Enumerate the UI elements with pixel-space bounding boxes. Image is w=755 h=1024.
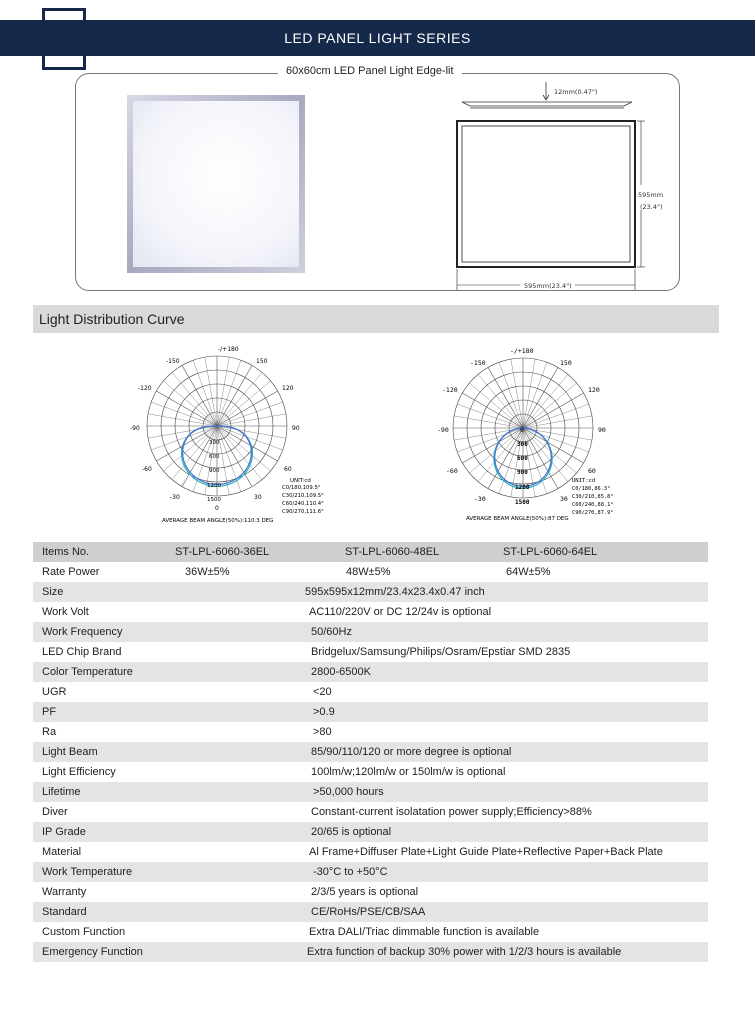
table-row xyxy=(33,902,708,922)
table-row xyxy=(33,762,708,782)
row-value: Constant-current isolatation power supply;Efficiency>88% xyxy=(311,806,592,818)
row-value: 85/90/110/120 or more degree is optional xyxy=(311,746,512,758)
angle-label-tl2: -120 xyxy=(138,385,152,392)
table-row xyxy=(33,642,708,662)
row-value: 595x595x12mm/23.4x23.4x0.47 inch xyxy=(305,586,485,598)
table-row xyxy=(33,742,708,762)
panel-diffuser xyxy=(133,101,299,267)
table-row xyxy=(33,582,708,602)
row-value: CE/RoHs/PSE/CB/SAA xyxy=(311,906,426,918)
angle-label-tl1: -150 xyxy=(470,359,486,367)
table-row xyxy=(33,842,708,862)
power-36: 36W±5% xyxy=(185,566,230,578)
unit-label: UNIT:cd xyxy=(290,478,311,484)
height-dimension-mm: 595mm xyxy=(638,191,664,199)
radial-label-900: 900 xyxy=(209,468,220,474)
row-label: LED Chip Brand xyxy=(42,646,122,658)
power-48: 48W±5% xyxy=(346,566,391,578)
table-row xyxy=(33,802,708,822)
row-value: >50,000 hours xyxy=(313,786,384,798)
legend-entry-4: C90/270,87.9° xyxy=(572,510,614,516)
angle-label-tl2: -120 xyxy=(442,386,458,394)
row-label: Rate Power xyxy=(42,566,100,578)
legend-entry-3: C60/240,88.1° xyxy=(572,502,614,508)
row-value: Bridgelux/Samsung/Philips/Osram/Epstiar SMD 2835 xyxy=(311,646,571,658)
radial-label-1500: 1500 xyxy=(207,497,221,503)
row-label: Size xyxy=(42,586,64,598)
angle-label-left: -90 xyxy=(130,425,140,432)
row-value: Al Frame+Diffuser Plate+Light Guide Plate+Reflective Paper+Back Plate xyxy=(309,846,663,858)
row-value: 2/3/5 years is optional xyxy=(311,886,419,898)
thickness-dimension: 12mm(0.47") xyxy=(554,88,598,96)
legend-entry-1: C0/180,109.5° xyxy=(282,485,321,491)
width-dimension: 595mm(23.4") xyxy=(524,282,572,290)
angle-label-tr1: 150 xyxy=(256,358,268,365)
angle-label-tr2: 120 xyxy=(282,385,294,392)
row-label: Standard xyxy=(42,906,87,918)
table-header-row xyxy=(33,542,708,562)
row-label: Work Frequency xyxy=(42,626,123,638)
angle-label-right: 90 xyxy=(598,426,606,434)
row-value: Extra function of backup 30% power with 1/2/3 hours is available xyxy=(307,946,622,958)
row-value: 20/65 is optional xyxy=(311,826,392,838)
header-items-no: Items No. xyxy=(42,546,90,558)
unit-label: UNIT:cd xyxy=(572,478,596,484)
row-label: Lifetime xyxy=(42,786,81,798)
legend-entry-2: C30/210,109.5° xyxy=(282,493,324,499)
product-drawings xyxy=(0,0,755,300)
angle-label-br1: 60 xyxy=(588,467,596,475)
angle-label-bottom: 0 xyxy=(520,426,524,434)
table-row xyxy=(33,722,708,742)
table-row xyxy=(33,942,708,962)
header-model-48: ST-LPL-6060-48EL xyxy=(345,546,440,558)
table-row xyxy=(33,922,708,942)
angle-label-tl1: -150 xyxy=(166,358,180,365)
polar-chart-2 xyxy=(437,342,640,532)
beam-angle: AVERAGE BEAM ANGLE(50%):87 DEG xyxy=(466,516,569,522)
angle-label-bl2: -30 xyxy=(170,494,180,501)
row-value: AC110/220V or DC 12/24v is optional xyxy=(309,606,492,618)
table-row xyxy=(33,862,708,882)
row-label: Color Temperature xyxy=(42,666,133,678)
row-label: Light Beam xyxy=(42,746,98,758)
row-label: Work Temperature xyxy=(42,866,133,878)
beam-angle: AVERAGE BEAM ANGLE(50%):110.3 DEG xyxy=(162,518,274,524)
radial-label-300: 300 xyxy=(209,440,220,446)
row-label: Work Volt xyxy=(42,606,89,618)
height-dimension-in: (23.4") xyxy=(640,203,663,211)
row-label: Light Efficiency xyxy=(42,766,116,778)
angle-label-bottom: 0 xyxy=(215,505,219,512)
angle-label-top: -/+180 xyxy=(510,347,534,355)
side-profile-drawing xyxy=(462,82,632,108)
radial-label-600: 600 xyxy=(517,455,528,462)
angle-label-br1: 60 xyxy=(284,466,292,473)
table-row xyxy=(33,662,708,682)
row-value: 100lm/w;120lm/w or 150lm/w is optional xyxy=(311,766,506,778)
table-row xyxy=(33,702,708,722)
row-label: IP Grade xyxy=(42,826,86,838)
row-value: 2800-6500K xyxy=(311,666,371,678)
table-row-power xyxy=(33,562,708,582)
table-row xyxy=(33,682,708,702)
table-row xyxy=(33,622,708,642)
angle-label-left: -90 xyxy=(437,426,449,434)
legend-entry-4: C90/270,111.6° xyxy=(282,509,324,515)
legend-entry-1: C0/180,86.3° xyxy=(572,486,611,492)
spec-table xyxy=(33,542,708,962)
row-label: PF xyxy=(42,706,57,718)
angle-label-bl1: -60 xyxy=(446,467,458,475)
angle-label-tr2: 120 xyxy=(588,386,600,394)
legend-entry-2: C30/210,85.8° xyxy=(572,494,614,500)
radial-label-600: 600 xyxy=(209,454,220,460)
page-title: LED PANEL LIGHT SERIES xyxy=(284,30,471,46)
row-label: UGR xyxy=(42,686,67,698)
angle-label-bl1: -60 xyxy=(142,466,152,473)
row-value: -30°C to +50°C xyxy=(313,866,388,878)
row-value: >0.9 xyxy=(313,706,335,718)
header-model-36: ST-LPL-6060-36EL xyxy=(175,546,270,558)
angle-label-right: 90 xyxy=(292,425,300,432)
row-label: Ra xyxy=(42,726,57,738)
radial-label-900: 900 xyxy=(517,469,528,476)
row-value: 50/60Hz xyxy=(311,626,352,638)
table-row xyxy=(33,882,708,902)
product-title: 60x60cm LED Panel Light Edge-lit xyxy=(278,65,462,77)
table-row xyxy=(33,782,708,802)
row-label: Diver xyxy=(42,806,68,818)
legend-entry-3: C60/240,110.4° xyxy=(282,501,324,507)
angle-label-br2: 30 xyxy=(560,495,568,503)
section-bar-distribution xyxy=(33,305,719,333)
row-label: Material xyxy=(42,846,82,858)
radial-label-1200: 1200 xyxy=(207,483,221,489)
row-label: Warranty xyxy=(42,886,87,898)
table-row xyxy=(33,822,708,842)
power-64: 64W±5% xyxy=(506,566,551,578)
radial-label-1200: 1200 xyxy=(515,484,530,491)
radial-label-1500: 1500 xyxy=(515,499,530,506)
row-value: >80 xyxy=(313,726,332,738)
header-model-64: ST-LPL-6060-64EL xyxy=(503,546,598,558)
row-label: Custom Function xyxy=(42,926,126,938)
row-label: Emergency Function xyxy=(42,946,143,958)
table-row xyxy=(33,602,708,622)
front-view-drawing xyxy=(457,121,645,290)
radial-label-300: 300 xyxy=(517,441,528,448)
angle-label-tr1: 150 xyxy=(560,359,572,367)
angle-label-top: -/+180 xyxy=(218,346,239,353)
angle-label-bl2: -30 xyxy=(474,495,486,503)
section-title: Light Distribution Curve xyxy=(39,311,185,327)
angle-label-br2: 30 xyxy=(254,494,262,501)
polar-chart-1 xyxy=(130,340,330,530)
row-value: <20 xyxy=(313,686,332,698)
row-value: Extra DALI/Triac dimmable function is available xyxy=(309,926,540,938)
